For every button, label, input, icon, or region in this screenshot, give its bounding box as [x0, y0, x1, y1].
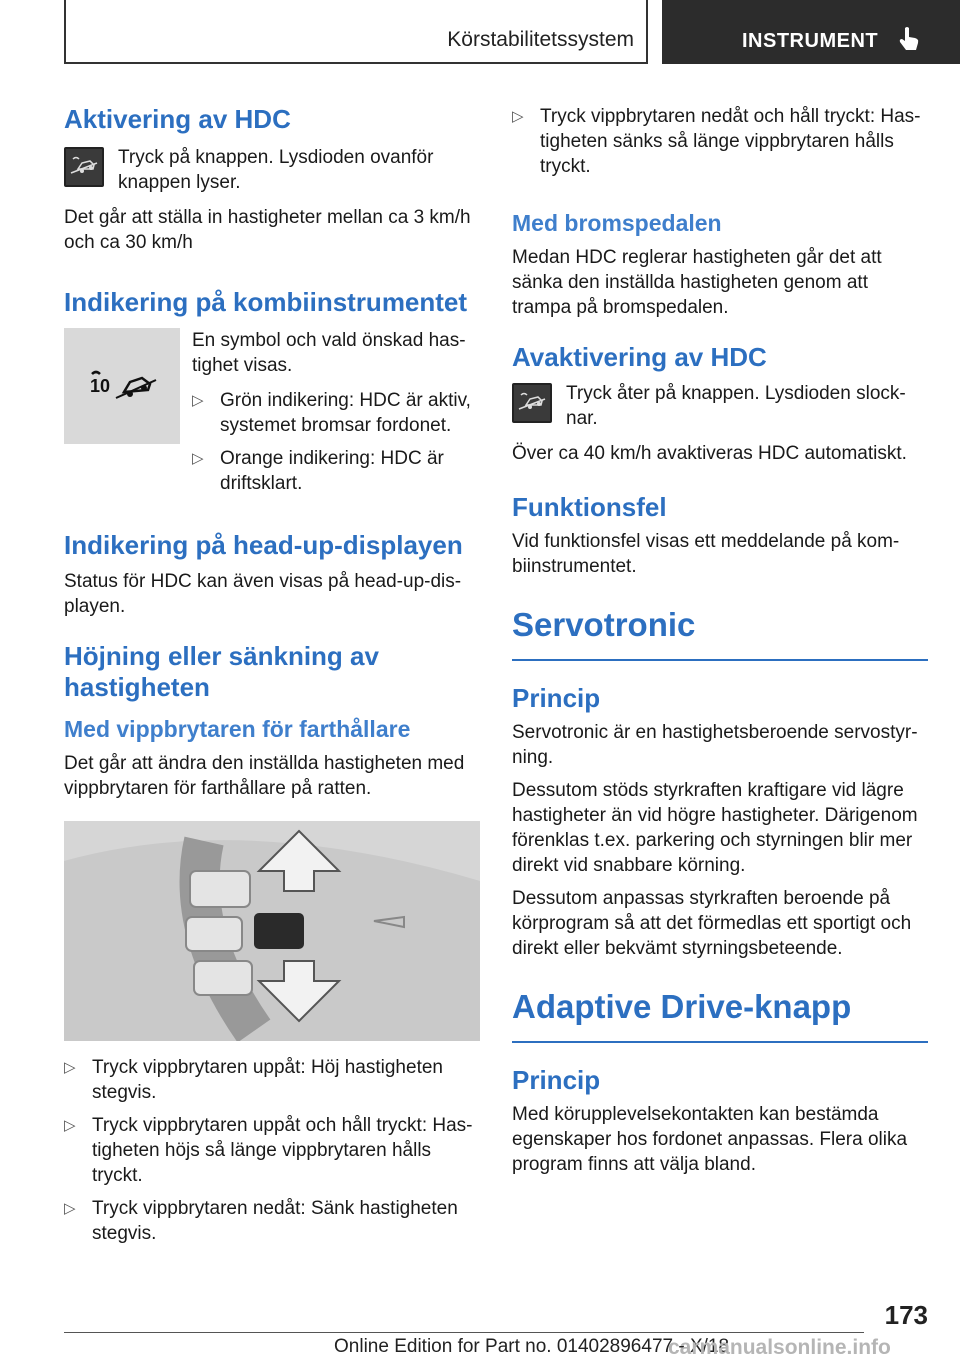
servotronic-text-2: Dessutom stöds styrkraften kraftigare vid lägre hastigheter än vid högre hastigheter. Därigenom förenklas t.ex. parkering och styrningen blir mer direkt vid snabbare körning.	[512, 780, 918, 876]
list-item: ▷ Grön indikering: HDC är aktiv, systemet bromsar fordonet.	[192, 390, 471, 436]
brake-text: Medan HDC reglerar hastigheten går det att sänka den inställda hastigheten genom att trampa på bromspedalen.	[512, 247, 882, 318]
triangle-right-outline-icon: ▷	[64, 1117, 76, 1134]
triangle-right-outline-icon: ▷	[64, 1200, 76, 1217]
heading-hud: Indikering på head-up-displayen	[64, 530, 463, 560]
list-item: ▷ Tryck vippbrytaren uppåt och håll tryckt: Has‐tigheten höjs så länge vippbrytaren hålls tryckt.	[64, 1115, 473, 1186]
speed-range-text: Det går att ställa in hastigheter mellan ca 3 km/h och ca 30 km/h	[64, 207, 471, 253]
list-item: ▷ Tryck vippbrytaren uppåt: Höj hastigheten stegvis.	[64, 1057, 443, 1103]
heading-rocker: Med vippbrytaren för farthållare	[64, 716, 411, 742]
page-number: 173	[884, 1300, 928, 1330]
hdc-button-icon	[64, 147, 104, 187]
heading-principle-adaptive: Princip	[512, 1065, 601, 1095]
list-item: ▷ Tryck vippbrytaren nedåt och håll tryckt: Has‐tigheten sänks så länge vippbrytaren hålls tryckt.	[512, 106, 921, 177]
steering-wheel-image	[64, 821, 480, 1041]
heading-cluster: Indikering på kombiinstrumentet	[64, 287, 468, 317]
heading-deactivation: Avaktivering av HDC	[512, 342, 767, 372]
heading-servotronic: Servotronic	[512, 605, 928, 661]
header-chapter-box	[662, 0, 960, 64]
triangle-right-outline-icon: ▷	[192, 392, 204, 409]
chapter-title: INSTRUMENT	[742, 30, 879, 52]
cluster-text: En symbol och vald önskad has‐tighet visas.	[192, 330, 466, 376]
section-title: Körstabilitetssystem	[447, 28, 634, 51]
list-item: ▷ Orange indikering: HDC är driftsklart.	[192, 448, 444, 494]
footer-divider	[64, 1332, 864, 1333]
cluster-symbol-image	[64, 328, 180, 444]
servotronic-text-3: Dessutom anpassas styrkraften beroende på körprogram så att det förmedlas ett sportigt och direkt eller bekvämt styrningsbeteende.	[512, 888, 912, 959]
deactivation-text: Tryck åter på knappen. Lysdioden slock‐nar.	[566, 383, 906, 429]
list-item: ▷ Tryck vippbrytaren nedåt: Sänk hastigheten stegvis.	[64, 1198, 458, 1244]
cluster-text-block	[192, 328, 480, 496]
servotronic-text-1: Servotronic är en hastighetsberoende servostyr‐ning.	[512, 722, 918, 768]
heading-activation: Aktivering av HDC	[64, 104, 291, 134]
triangle-right-outline-icon: ▷	[192, 450, 204, 467]
heading-fault: Funktionsfel	[512, 492, 667, 522]
adaptive-text: Med körupplevelsekontakten kan bestämda egenskaper hos fordonet anpassas. Flera olika program finns att välja bland.	[512, 1104, 908, 1175]
footer-edition: Online Edition for Part no. 01402896477 - X/18	[334, 1336, 730, 1357]
steering-wheel-rocker-icon	[64, 821, 480, 1041]
heading-principle-servotronic: Princip	[512, 683, 601, 713]
heading-brake: Med bromspedalen	[512, 210, 722, 236]
activation-text: Tryck på knappen. Lysdioden ovanför knappen lyser.	[118, 147, 434, 193]
cluster-symbol-number: 10	[90, 376, 111, 396]
fault-text: Vid funktionsfel visas ett meddelande på kom‐biinstrumentet.	[512, 531, 900, 577]
watermark: carmanualsonline.info	[668, 1336, 891, 1359]
page-header	[0, 0, 960, 66]
deactivation-row	[512, 381, 928, 431]
auto-deactivation-text: Över ca 40 km/h avaktiveras HDC automatiskt.	[512, 443, 907, 464]
header-section-box	[64, 0, 648, 64]
hdc-cluster-symbol-icon	[64, 328, 180, 444]
hdc-button-icon	[512, 383, 552, 423]
activation-row	[64, 145, 480, 195]
hud-text: Status för HDC kan även visas på head-up-dis‐playen.	[64, 571, 462, 617]
right-column	[512, 100, 928, 1177]
cluster-block	[64, 328, 480, 496]
heading-speed-adjust: Höjning eller sänkning av hastigheten	[64, 641, 379, 702]
triangle-right-outline-icon: ▷	[64, 1059, 76, 1076]
heading-adaptive-drive: Adaptive Drive-knapp	[512, 987, 928, 1043]
rocker-text: Det går att ändra den inställda hastigheten med vippbrytaren för farthållare på ratten.	[64, 753, 465, 799]
pointing-hand-icon	[898, 26, 920, 52]
left-column	[64, 100, 480, 1246]
triangle-right-outline-icon: ▷	[512, 108, 524, 125]
